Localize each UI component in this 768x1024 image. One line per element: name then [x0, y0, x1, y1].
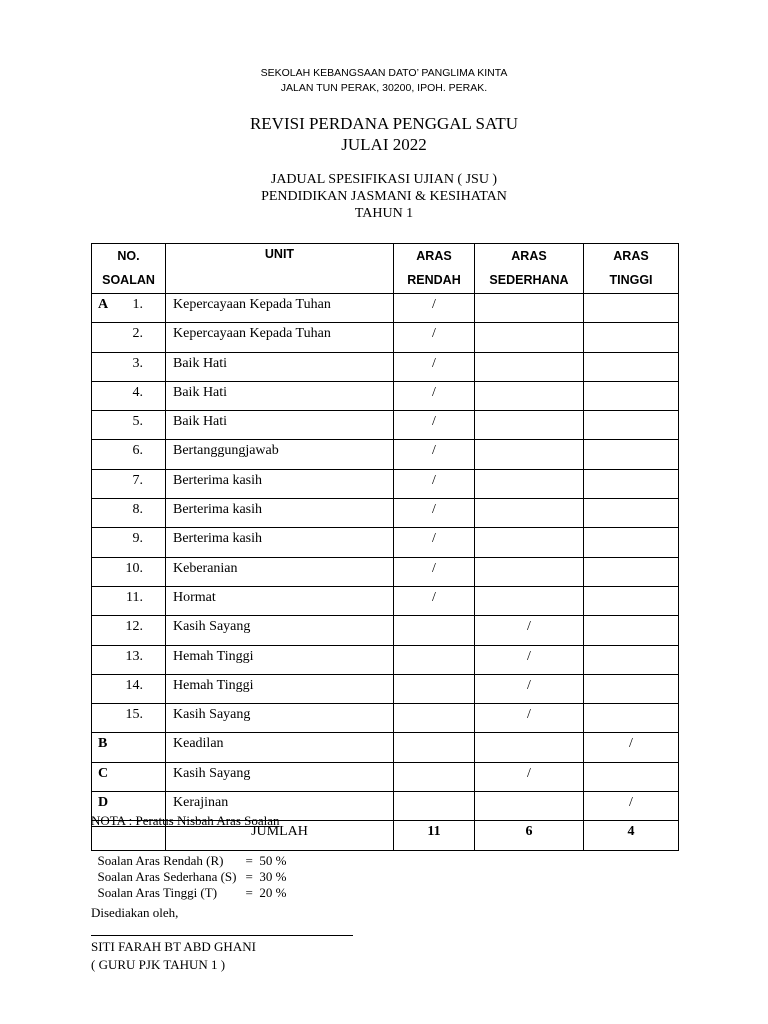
- table-row: [92, 323, 679, 352]
- aras-rendah-mark: /: [394, 352, 475, 381]
- question-number: 14.: [125, 677, 143, 693]
- section-label: B: [98, 736, 108, 752]
- aras-sederhana-mark: /: [475, 704, 584, 733]
- total-tinggi: 4: [584, 821, 679, 850]
- aras-rendah-mark: /: [394, 381, 475, 410]
- aras-sederhana-mark: /: [475, 645, 584, 674]
- aras-rendah-mark: [394, 792, 475, 821]
- aras-sederhana-mark: [475, 411, 584, 440]
- aras-sederhana-mark: [475, 792, 584, 821]
- table-row: [92, 381, 679, 410]
- question-number-cell: [92, 499, 166, 528]
- aras-sederhana-mark: [475, 381, 584, 410]
- total-label: JUMLAH: [166, 821, 394, 850]
- aras-sederhana-mark: [475, 440, 584, 469]
- aras-tinggi-mark: [584, 323, 679, 352]
- ratio-line: [91, 869, 286, 901]
- unit-cell: Berterima kasih: [166, 499, 394, 528]
- aras-rendah-mark: [394, 762, 475, 791]
- unit-cell: Keadilan: [166, 733, 394, 762]
- question-number: 13.: [125, 648, 143, 664]
- aras-sederhana-mark: /: [475, 616, 584, 645]
- aras-rendah-mark: /: [394, 440, 475, 469]
- question-number: 4.: [132, 384, 143, 400]
- school-name: SEKOLAH KEBANGSAAN DATO’ PANGLIMA KINTA: [260, 67, 508, 79]
- ratio-value: = 50 %: [245, 853, 287, 868]
- aras-rendah-mark: /: [394, 499, 475, 528]
- aras-tinggi-mark: [584, 294, 679, 323]
- question-number-cell: [92, 733, 166, 762]
- title-line-2: JULAI 2022: [341, 135, 427, 154]
- aras-rendah-mark: /: [394, 469, 475, 498]
- header-rendah-line1: ARAS: [416, 249, 452, 263]
- school-header: [0, 66, 768, 96]
- question-number-cell: [92, 762, 166, 791]
- subtitle-line-1: JADUAL SPESIFIKASI UJIAN ( JSU ): [270, 172, 498, 187]
- aras-sederhana-mark: [475, 499, 584, 528]
- question-number: 15.: [125, 707, 143, 723]
- aras-rendah-mark: /: [394, 586, 475, 615]
- aras-sederhana-mark: [475, 323, 584, 352]
- aras-tinggi-mark: [584, 762, 679, 791]
- unit-cell: Kasih Sayang: [166, 704, 394, 733]
- aras-sederhana-mark: /: [475, 762, 584, 791]
- header-unit: UNIT: [166, 244, 394, 294]
- table-row: [92, 762, 679, 791]
- section-label: C: [98, 765, 109, 781]
- question-number-cell: [92, 704, 166, 733]
- table-row: [92, 704, 679, 733]
- question-number-cell: [92, 645, 166, 674]
- table-row: [92, 645, 679, 674]
- header-sederhana-line2: SEDERHANA: [489, 273, 569, 287]
- aras-tinggi-mark: [584, 645, 679, 674]
- aras-tinggi-mark: [584, 674, 679, 703]
- aras-sederhana-mark: [475, 528, 584, 557]
- aras-tinggi-mark: [584, 411, 679, 440]
- table-row: [92, 674, 679, 703]
- prepared-by-label: Disediakan oleh,: [91, 905, 179, 920]
- table-header-row: [92, 244, 679, 294]
- question-number: 7.: [132, 472, 143, 488]
- nota-heading: NOTA : Peratus Nisbah Aras Soalan: [91, 813, 280, 828]
- header-sederhana-line1: ARAS: [511, 249, 547, 263]
- table-row: [92, 294, 679, 323]
- total-rendah: 11: [394, 821, 475, 850]
- question-number-cell: [92, 586, 166, 615]
- school-address: JALAN TUN PERAK, 30200, IPOH. PERAK.: [280, 82, 488, 94]
- question-number: 3.: [132, 355, 143, 371]
- title-line-1: REVISI PERDANA PENGGAL SATU: [249, 114, 519, 133]
- unit-cell: Kepercayaan Kepada Tuhan: [166, 323, 394, 352]
- aras-tinggi-mark: [584, 528, 679, 557]
- unit-cell: Baik Hati: [166, 381, 394, 410]
- question-number-cell: [92, 528, 166, 557]
- header-aras-rendah: [394, 244, 475, 294]
- signer-name: SITI FARAH BT ABD GHANI: [91, 939, 256, 954]
- unit-cell: Kasih Sayang: [166, 616, 394, 645]
- header-no-line2: SOALAN: [102, 273, 155, 287]
- aras-rendah-mark: [394, 733, 475, 762]
- unit-cell: Hemah Tinggi: [166, 645, 394, 674]
- aras-sederhana-mark: [475, 294, 584, 323]
- header-aras-tinggi: [584, 244, 679, 294]
- header-no-line1: NO.: [117, 249, 140, 263]
- header-rendah-line2: RENDAH: [407, 273, 461, 287]
- aras-tinggi-mark: [584, 352, 679, 381]
- signature-line: [91, 935, 353, 936]
- aras-rendah-mark: /: [394, 323, 475, 352]
- aras-tinggi-mark: [584, 469, 679, 498]
- unit-cell: Baik Hati: [166, 411, 394, 440]
- table-row: [92, 411, 679, 440]
- question-number: 5.: [132, 414, 143, 430]
- aras-tinggi-mark: [584, 440, 679, 469]
- header-no-soalan: [92, 244, 166, 294]
- question-number-cell: [92, 411, 166, 440]
- unit-cell: Berterima kasih: [166, 528, 394, 557]
- header-tinggi-line2: TINGGI: [609, 273, 653, 287]
- question-number: 6.: [132, 443, 143, 459]
- aras-sederhana-mark: [475, 586, 584, 615]
- aras-sederhana-mark: [475, 352, 584, 381]
- question-number-cell: [92, 616, 166, 645]
- question-number-cell: [92, 440, 166, 469]
- unit-cell: Kerajinan: [166, 792, 394, 821]
- question-number: 9.: [132, 531, 143, 547]
- ratio-label: Soalan Aras Tinggi (T): [97, 885, 218, 900]
- aras-sederhana-mark: [475, 469, 584, 498]
- question-number-cell: [92, 294, 166, 323]
- aras-tinggi-mark: [584, 586, 679, 615]
- signer-role: ( GURU PJK TAHUN 1 ): [91, 957, 226, 972]
- subtitle-line-3: TAHUN 1: [354, 206, 414, 221]
- unit-cell: Hormat: [166, 586, 394, 615]
- question-number-cell: [92, 557, 166, 586]
- aras-sederhana-mark: [475, 557, 584, 586]
- question-number-cell: [92, 674, 166, 703]
- signature-block: [91, 938, 256, 974]
- table-row: [92, 469, 679, 498]
- question-number: 11.: [126, 589, 143, 605]
- aras-tinggi-mark: [584, 499, 679, 528]
- aras-rendah-mark: [394, 645, 475, 674]
- question-number-cell: [92, 323, 166, 352]
- ratio-value: = 20 %: [245, 885, 287, 900]
- aras-rendah-mark: /: [394, 294, 475, 323]
- document-title: [0, 113, 768, 155]
- aras-tinggi-mark: [584, 616, 679, 645]
- question-number: 8.: [132, 502, 143, 518]
- unit-cell: Berterima kasih: [166, 469, 394, 498]
- header-tinggi-line1: ARAS: [613, 249, 649, 263]
- unit-cell: Kepercayaan Kepada Tuhan: [166, 294, 394, 323]
- section-label: D: [98, 795, 109, 811]
- aras-tinggi-mark: /: [584, 792, 679, 821]
- question-number: 10.: [125, 560, 143, 576]
- header-aras-sederhana: [475, 244, 584, 294]
- aras-tinggi-mark: [584, 381, 679, 410]
- question-number: 12.: [125, 619, 143, 635]
- unit-cell: Kasih Sayang: [166, 762, 394, 791]
- aras-tinggi-mark: [584, 557, 679, 586]
- question-number: 2.: [132, 326, 143, 342]
- document-subtitle: [0, 171, 768, 222]
- table-row: [92, 586, 679, 615]
- table-row: [92, 440, 679, 469]
- aras-sederhana-mark: [475, 733, 584, 762]
- question-number-cell: [92, 352, 166, 381]
- unit-cell: Hemah Tinggi: [166, 674, 394, 703]
- table-row: [92, 528, 679, 557]
- ratio-label: Soalan Aras Rendah (R): [97, 853, 224, 868]
- table-row: [92, 499, 679, 528]
- unit-cell: Bertanggungjawab: [166, 440, 394, 469]
- table-row: [92, 352, 679, 381]
- table-row: [92, 616, 679, 645]
- table-row: [92, 733, 679, 762]
- subtitle-line-2: PENDIDIKAN JASMANI & KESIHATAN: [261, 189, 507, 204]
- aras-tinggi-mark: [584, 704, 679, 733]
- unit-cell: Baik Hati: [166, 352, 394, 381]
- question-number-cell: [92, 381, 166, 410]
- total-sederhana: 6: [475, 821, 584, 850]
- section-label: A: [98, 297, 109, 312]
- question-number: 1.: [132, 297, 143, 312]
- aras-rendah-mark: /: [394, 528, 475, 557]
- aras-rendah-mark: [394, 616, 475, 645]
- question-number-cell: [92, 469, 166, 498]
- ratio-label: Soalan Aras Sederhana (S): [97, 869, 237, 884]
- aras-tinggi-mark: /: [584, 733, 679, 762]
- ratio-value: = 30 %: [245, 869, 287, 884]
- aras-rendah-mark: [394, 674, 475, 703]
- unit-cell: Keberanian: [166, 557, 394, 586]
- aras-rendah-mark: /: [394, 411, 475, 440]
- jsu-table: [91, 243, 679, 851]
- aras-rendah-mark: [394, 704, 475, 733]
- table-row: [92, 557, 679, 586]
- aras-sederhana-mark: /: [475, 674, 584, 703]
- aras-rendah-mark: /: [394, 557, 475, 586]
